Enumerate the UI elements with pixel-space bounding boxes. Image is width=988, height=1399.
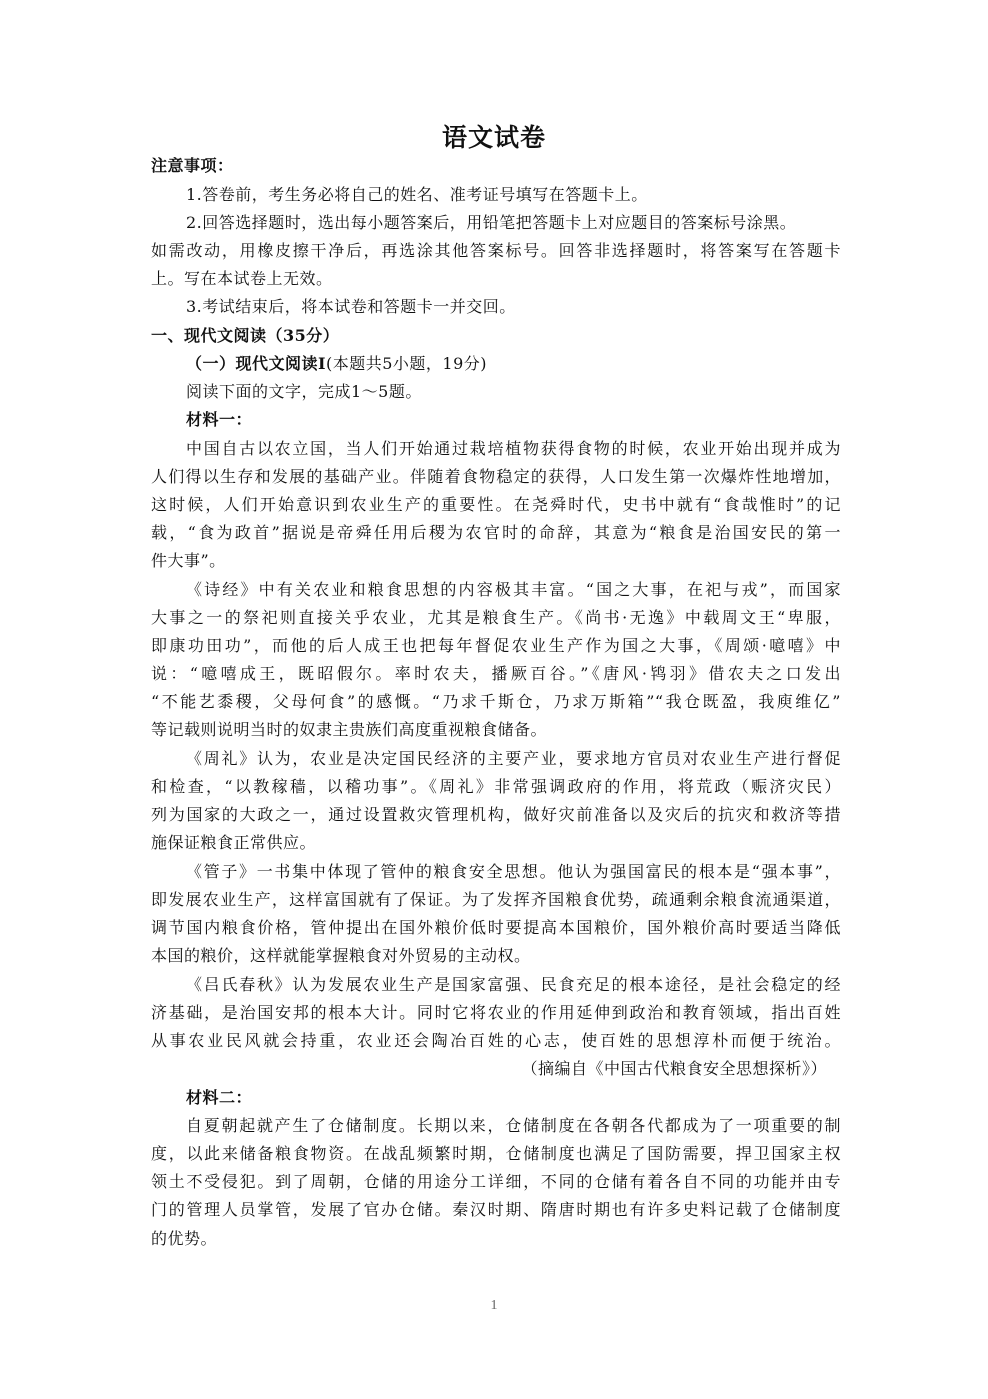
passage-line: 从事农业民风就会持重，农业还会陶冶百姓的心志，使百姓的思想淳朴而便于统治。 <box>151 1031 841 1050</box>
page-number: 1 <box>490 1298 498 1313</box>
notice-item: 如需改动，用橡皮擦干净后，再选涂其他答案标号。回答非选择题时，将答案写在答题卡 <box>151 241 841 260</box>
notice-item: 上。写在本试卷上无效。 <box>151 269 333 288</box>
passage-line: 门的管理人员掌管，发展了官办仓储。秦汉时期、隋唐时期也有许多史料记载了仓储制度 <box>151 1200 841 1219</box>
notice-heading: 注意事项： <box>151 156 234 175</box>
passage-line: 载，“食为政首”据说是帝舜任用后稷为农官时的命辞，其意为“粮食是治国安民的第一 <box>151 523 841 542</box>
passage-line: 《管子》一书集中体现了管仲的粮食安全思想。他认为强国富民的根本是“强本事”， <box>186 862 841 881</box>
passage-line: 《诗经》中有关农业和粮食思想的内容极其丰富。“国之大事，在祀与戎”，而国家 <box>186 580 841 599</box>
reading-instruction: 阅读下面的文字，完成1～5题。 <box>186 382 422 401</box>
page-title: 语文试卷 <box>441 123 546 152</box>
passage-line: 即康功田功”，而他的后人成王也把每年督促农业生产作为国之大事，《周颂·噫嘻》中 <box>151 636 841 655</box>
passage-line: 度，以此来储备粮食物资。在战乱频繁时期，仓储制度也满足了国防需要，捍卫国家主权 <box>151 1144 841 1163</box>
section-heading: 一、现代文阅读（35分） <box>151 326 340 345</box>
passage-line: 施保证粮食正常供应。 <box>151 833 317 852</box>
passage-line: 中国自古以农立国，当人们开始通过栽培植物获得食物的时候，农业开始出现并成为 <box>186 439 841 458</box>
material-one-label: 材料一： <box>186 410 253 429</box>
notice-item: 1.答卷前，考生务必将自己的姓名、准考证号填写在答题卡上。 <box>186 185 648 204</box>
subsection-heading <box>186 354 841 374</box>
passage-line: 的优势。 <box>151 1229 218 1248</box>
passage-line: 领土不受侵犯。到了周朝，仓储的用途分工详细，不同的仓储有着各自不同的功能并由专 <box>151 1172 841 1191</box>
passage-line: 自夏朝起就产生了仓储制度。长期以来，仓储制度在各朝各代都成为了一项重要的制 <box>186 1116 841 1135</box>
passage-line: 和检查，“以教稼穑，以稽功事”。《周礼》非常强调政府的作用，将荒政（赈济灾民） <box>151 777 841 796</box>
passage-line: 即发展农业生产，这样富国就有了保证。为了发挥齐国粮食优势，疏通剩余粮食流通渠道， <box>151 890 841 909</box>
subsection-score: (本题共5小题，19分) <box>326 354 488 373</box>
subsection-title: （一）现代文阅读Ⅰ <box>186 354 326 373</box>
passage-line: 大事之一的祭祀则直接关乎农业，尤其是粮食生产。《尚书·无逸》中载周文王“卑服， <box>151 608 841 627</box>
passage-line: 《吕氏春秋》认为发展农业生产是国家富强、民食充足的根本途径，是社会稳定的经 <box>186 975 841 994</box>
notice-item: 2.回答选择题时，选出每小题答案后，用铅笔把答题卡上对应题目的答案标号涂黑。 <box>186 213 797 232</box>
notice-item: 3.考试结束后，将本试卷和答题卡一并交回。 <box>186 297 516 316</box>
passage-line: 济基础，是治国安邦的根本大计。同时它将农业的作用延伸到政治和教育领域，指出百姓 <box>151 1003 841 1022</box>
passage-line: 这时候，人们开始意识到农业生产的重要性。在尧舜时代，史书中就有“食哉惟时”的记 <box>151 495 841 514</box>
passage-line: 说：“噫嘻成王，既昭假尔。率时农夫，播厥百谷。”《唐风·鸨羽》借农夫之口发出 <box>151 664 841 683</box>
passage-line: 列为国家的大政之一，通过设置救灾管理机构，做好灾前准备以及灾后的抗灾和救济等措 <box>151 805 841 824</box>
passage-line: 人们得以生存和发展的基础产业。伴随着食物稳定的获得，人口发生第一次爆炸性地增加， <box>151 467 841 486</box>
passage-line: 件大事”。 <box>151 551 226 570</box>
material-two-label: 材料二： <box>186 1088 253 1107</box>
passage-line: “不能艺黍稷，父母何食”的感慨。“乃求千斯仓，乃求万斯箱”“我仓既盈，我庾维亿” <box>151 692 841 711</box>
passage-line: 等记载则说明当时的奴隶主贵族们高度重视粮食储备。 <box>151 720 548 739</box>
passage-line: 调节国内粮食价格，管仲提出在国外粮价低时要提高本国粮价，国外粮价高时要适当降低 <box>151 918 841 937</box>
passage-line: 《周礼》认为，农业是决定国民经济的主要产业，要求地方官员对农业生产进行督促 <box>186 749 841 768</box>
passage-line: 本国的粮价，这样就能掌握粮食对外贸易的主动权。 <box>151 946 531 965</box>
material-one-source: （摘编自《中国古代粮食安全思想探析》） <box>521 1059 827 1078</box>
